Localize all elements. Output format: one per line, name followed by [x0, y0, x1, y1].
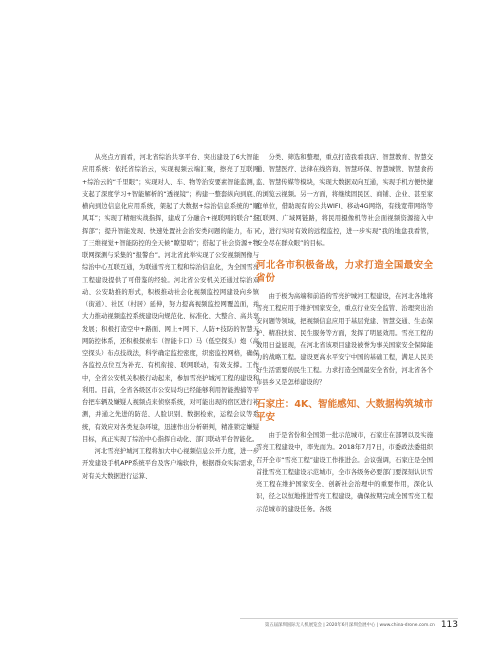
footer-rule — [240, 618, 458, 619]
body-paragraph: 由于是省份和全国第一批示范城市，石家庄在部署以及实施雪亮工程建设中，率先而为。2018年7月7日，市委政法委组织召开全市“雪亮工程”建设工作推进会。会议强调，石家庄是全国首批雪亮工程建设示范城市，全市各级务必要部门要深刻认识雪亮工程在维护国家安全、创新社会治理中的重要作用，深化认识，径之以恒地推进雪亮工程建设，确保按期完成全国雪亮工程示范城市的建设任务。各级 — [256, 432, 433, 513]
body-paragraph: 河北雪亮护城河工程将加大中心视频信息公开力度，进一步开发建设手机APP系统平台及客户端软件，根据群众实际需求，对有关大数据进行运算、 — [82, 448, 259, 480]
body-paragraph: 分类、筛选和整理，重点打造我看我店、智慧教育、智慧交通、智慧医疗、法律在线咨询、智慧环保、智慧城管、智慧食药监、智慧传媒等模块，实现大数据双向互通，实现手机方便快捷的浏览云视频。另一方面，将继续固民区、商铺、企业、甚至家庭单位，借助现有的公共WIFI、移动4G网络，有线宽带网络等互联网、广域网链路，将民用摄像机等社会面视频资源接入中心，进行实时有效的远程监控，进一步实现“我的地盘我看管，安全尽在群众眼”的目标。 — [256, 154, 433, 247]
footer-source: 第五届深圳国际无人机展览会 | 2020年6月深圳会展中心 | www.china-drone.com.cn — [264, 623, 435, 628]
section-heading: 河北各市积极备战，力求打造全国最安全省份 — [256, 260, 433, 284]
section-heading: 石家庄：4K、智能感知、大数据构筑城市平安 — [256, 399, 433, 423]
page-footer — [240, 618, 458, 632]
left-column — [82, 152, 259, 483]
body-paragraph: 由于极为高端和前沿的雪亮护城河工程建设，在河北各地将雪亮工程应用于维护国家安全，重点行业安全监管、治理突出治安问题等领域，把视频信息应用于基层党建、智慧交通、生态保护、精准扶贫、民生服务等方面，发挥了明显效用。雪亮工程的效用日益显现，在河北省该项目建设被誉为事关国家安全保障能力的战略工程。建设更高水平安宁中国的基础工程，满足人民美好生活需要的民生工程。力求打造全国最安全省份，河北省各个市县乡又是怎样建设的？ — [256, 293, 433, 386]
body-paragraph: 从亮点方面看，河北省综治共享平台、突出建设了6大智能应用系统：依托省综治云，实现视频云端汇聚，擦亮了互联网+综治云的“千里眼”；实现对人、车、物等治安要素智能监测，支起了深度学习+智能解析的“透视镜”；构建一整套纵向到底、横向到边信息化应用系统，架起了大数据+综治信息系统的“顺风耳”；实现了精细实战指挥，建成了分融合+视联网的联合“指挥部”；提升智能发现、快速处置社会治安类问题的能力，布下了三维视觉+智能防控的全天候“瞭望哨”；搭起了社会资源+物联网探测与采集的“报警台”。河北省此举实现了公安视频图像与综治中心互联互通，为联通雪亮工程和综治信息化，为全国雪亮工程建设提供了可借鉴的经验。河北省公安机关还通过综治双动、公安助推的形式，积极推动社会化视频监控网建设向乡镇（街道）、社区（村居）延伸，努力提高视频监控网覆盖面，并大力推动视频监控系统建设向规范化、标准化、大整合、高共享发展；积极打造空中+路面、网上+网下、人防+技防的智慧天网防控体系，还积极探索车（智能卡口）马（低空探头）炮（高空探头）布点技战法，科学确定监控密度，织密监控网格，确保各监控点位互为补充、有机衔接、联网联动，有效支撑。工作中，全省公安机关积极行动起来，参加雪亮护城河工程的建设和利用。目前，全省各级区市公安局均已经能够利用智能搜捕等平台把车辆及嫌疑人视频点来侦察系统，对可能出现的宿区进行补测，并通之先进的防范、人脸识别、数据检索，运程会议等系统，有效应对各类复杂环境，迅速作出分析研判，精准锁定嫌疑目标，真正实现了综治中心指挥自动化、部门联动平台智能化。 — [82, 154, 259, 443]
page-number: 113 — [440, 620, 458, 630]
right-column — [256, 152, 433, 516]
